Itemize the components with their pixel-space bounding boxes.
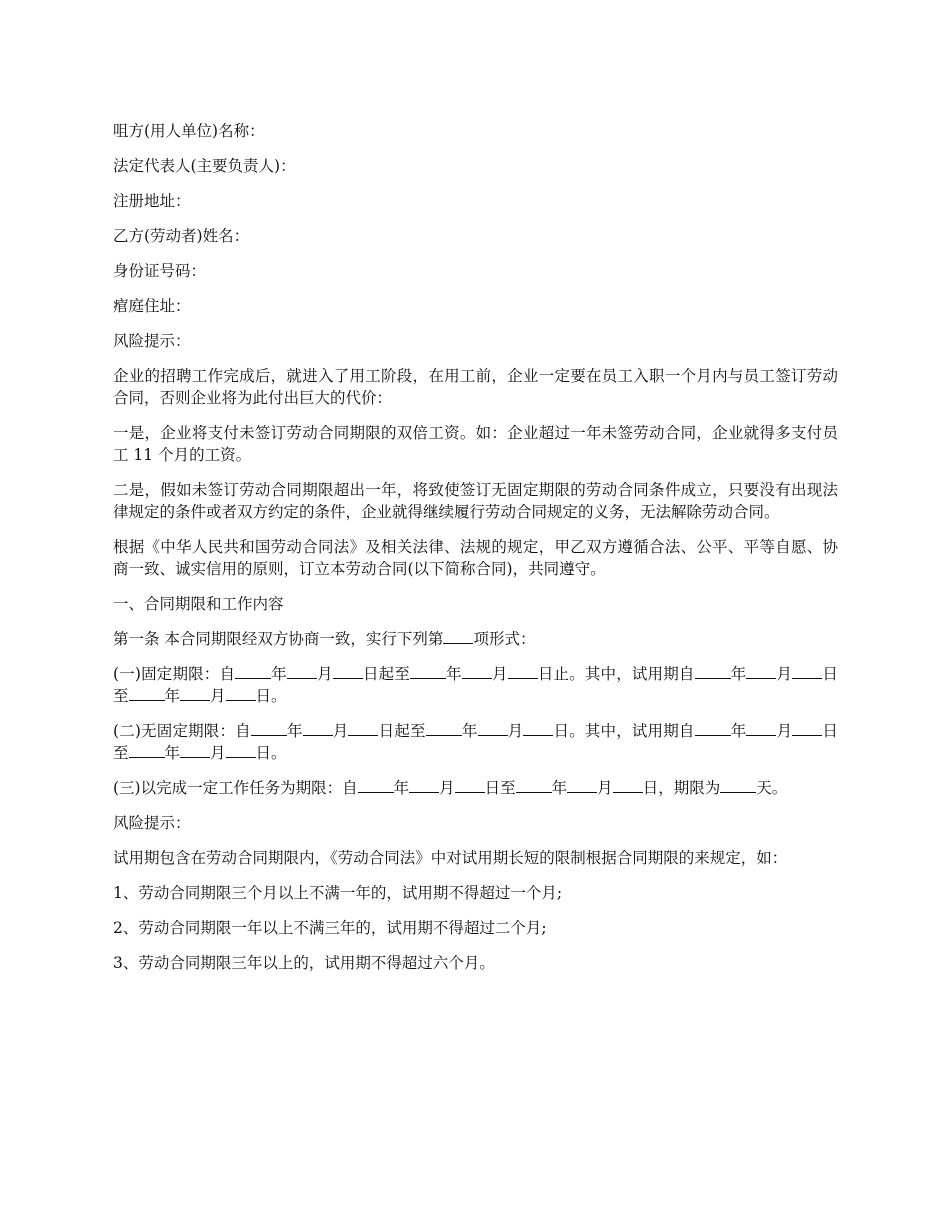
probation-rule-2: 2、劳动合同期限一年以上不满三年的，试用期不得超过二个月;	[113, 919, 547, 937]
risk-point-1: 一是，企业将支付未签订劳动合同期限的双倍工资。如：企业超过一年未签劳动合同，企业就得多支付员工 11 个月的工资。	[113, 424, 838, 464]
clause-text: 年	[730, 665, 747, 683]
blank-line	[695, 664, 731, 679]
clause-text: 日，期限为	[642, 779, 721, 797]
clause-text: 日。其中，试用期自	[553, 722, 695, 740]
blank-line	[695, 721, 731, 736]
blank-line	[426, 721, 462, 736]
id-number-label: 身份证号码：	[113, 262, 207, 280]
blank-line	[478, 721, 508, 736]
blank-line	[226, 686, 256, 701]
blank-line	[303, 721, 333, 736]
clause-text: 日至	[484, 779, 516, 797]
blank-line	[251, 721, 287, 736]
clause-text: 日起至	[378, 722, 426, 740]
clause-text: 年	[461, 722, 478, 740]
blank-line	[348, 721, 378, 736]
blank-line	[226, 743, 256, 758]
article-1-suffix: 项形式：	[473, 630, 536, 648]
legal-rep-label: 法定代表人(主要负责人)：	[113, 157, 296, 175]
blank-line	[235, 664, 271, 679]
clause-text: 年	[393, 779, 410, 797]
blank-line	[746, 664, 776, 679]
clause-text: 日至	[113, 665, 838, 705]
article-1	[113, 628, 838, 650]
blank-line	[443, 629, 473, 644]
clause-text: 月	[776, 722, 793, 740]
risk-label: 风险提示：	[113, 332, 191, 350]
home-address-label: 痯庭住址：	[113, 297, 191, 315]
section-heading: 一、合同期限和工作内容	[113, 595, 284, 613]
clause-text: 天。	[756, 779, 788, 797]
clause-text: 日止。其中，试用期自	[537, 665, 695, 683]
blank-line	[129, 686, 165, 701]
blank-line	[523, 721, 553, 736]
blank-line	[410, 664, 446, 679]
blank-line	[613, 778, 643, 793]
clause-text: 日至	[113, 722, 838, 762]
clause-text: 月	[439, 779, 455, 797]
term-open-clause	[113, 720, 838, 764]
clause-text: 月	[776, 665, 793, 683]
clause-text: 年	[730, 722, 747, 740]
clause-text: 日起至	[362, 665, 410, 683]
probation-rule-3: 3、劳动合同期限三年以上的，试用期不得超过六个月。	[113, 954, 495, 972]
article-1-prefix: 第一条 本合同期限经双方协商一致，实行下列第	[113, 630, 444, 648]
clause-text: 月	[210, 744, 226, 762]
clause-text: 年	[551, 779, 568, 797]
blank-line	[792, 664, 822, 679]
reg-address-label: 注册地址：	[113, 192, 191, 210]
probation-intro-paragraph: 试用期包含在劳动合同期限内，《劳动合同法》中对试用期长短的限制根据合同期限的来规定，如：	[113, 849, 788, 867]
blank-line	[508, 664, 538, 679]
clause-text: 日。	[255, 687, 287, 705]
clause-text: 月	[332, 722, 349, 740]
clause-text: 月	[316, 665, 333, 683]
clause-text: (一)固定期限：自	[113, 665, 236, 683]
term-fixed-clause	[113, 663, 838, 707]
clause-text: 日。	[255, 744, 287, 762]
blank-line	[455, 778, 485, 793]
blank-line	[409, 778, 439, 793]
party-b-name-label: 乙方(劳动者)姓名：	[113, 227, 250, 245]
party-a-name-label: 咀方(用人单位)名称：	[113, 122, 265, 140]
term-task-clause	[113, 777, 838, 799]
blank-line	[720, 778, 756, 793]
clause-text: 年	[164, 744, 181, 762]
clause-text: 年	[271, 665, 287, 683]
probation-rule-1: 1、劳动合同期限三个月以上不满一年的，试用期不得超过一个月;	[113, 884, 563, 902]
blank-line	[462, 664, 492, 679]
blank-line	[287, 664, 317, 679]
blank-line	[792, 721, 822, 736]
risk-intro-paragraph: 企业的招聘工作完成后，就进入了用工阶段，在用工前，企业一定要在员工入职一个月内与员工签订劳动合同，否则企业将为此付出巨大的代价：	[113, 367, 838, 407]
blank-line	[567, 778, 597, 793]
clause-text: 月	[507, 722, 524, 740]
blank-line	[180, 743, 210, 758]
clause-text: 年	[164, 687, 181, 705]
clause-text: 年	[446, 665, 462, 683]
legal-basis-paragraph: 根据《中华人民共和国劳动合同法》及相关法律、法规的规定，甲乙双方遵循合法、公平、平等自愿、协商一致、诚实信用的原则，订立本劳动合同(以下简称合同)，共同遵守。	[113, 538, 838, 578]
risk-point-2: 二是，假如未签订劳动合同期限超出一年，将致使签订无固定期限的劳动合同条件成立，只要没有出现法律规定的条件或者双方约定的条件，企业就得继续履行劳动合同规定的义务，无法解除劳动合同。	[113, 481, 838, 521]
clause-text: 月	[597, 779, 613, 797]
clause-text: 年	[286, 722, 303, 740]
clause-text: 月	[210, 687, 226, 705]
risk-label: 风险提示：	[113, 814, 191, 832]
clause-text: 月	[491, 665, 508, 683]
blank-line	[358, 778, 394, 793]
blank-line	[129, 743, 165, 758]
document-body	[113, 120, 838, 987]
blank-line	[333, 664, 363, 679]
clause-text: (二)无固定期限：自	[113, 722, 251, 740]
blank-line	[516, 778, 552, 793]
blank-line	[180, 686, 210, 701]
clause-text: (三)以完成一定工作任务为期限：自	[113, 779, 358, 797]
blank-line	[746, 721, 776, 736]
